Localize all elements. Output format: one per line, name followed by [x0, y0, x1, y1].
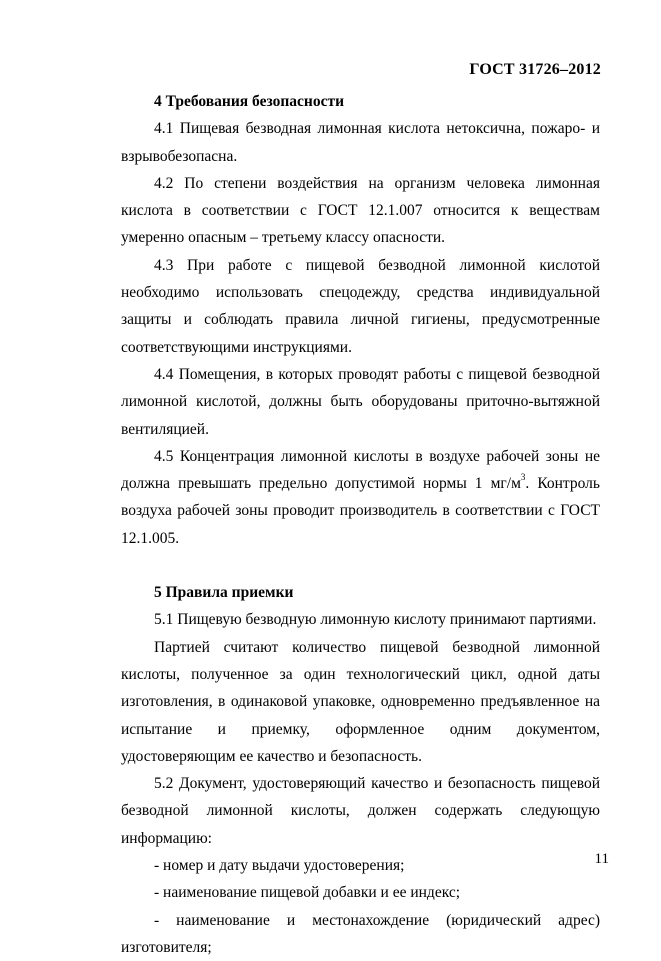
paragraph-4-1: 4.1 Пищевая безводная лимонная кислота нетоксична, пожаро- и взрывобезопасна. — [121, 120, 600, 165]
list-item: - наименование пищевой добавки и ее индекс; — [154, 884, 461, 902]
paragraph-4-5-text-start: 4.5 Концентрация лимонной кислоты в воздухе рабочей зоны не должна превышать предельно допустимой нормы 1 мг/м — [121, 447, 600, 493]
paragraph-4-2: 4.2 По степени воздействия на организм человека лимонная кислота в соответствии с ГОСТ 12.1.007 относится к веществам умеренно опасным – третьему классу опасности. — [121, 174, 600, 247]
section-4-heading: 4 Требования безопасности — [154, 93, 345, 110]
paragraph-5-2: 5.2 Документ, удостоверяющий качество и безопасность пищевой безводной лимонной кислоты, должен содержать следующую информацию: — [121, 775, 600, 847]
paragraph-4-3: 4.3 При работе с пищевой безводной лимонной кислотой необходимо использовать спецодежду, средства индивидуальной защиты и соблюдать правила личной гигиены, предусмотренные соответствующими инструкциями. — [121, 256, 600, 356]
document-body — [121, 88, 600, 961]
cubic-superscript: 3 — [520, 472, 526, 482]
list-item: - номер и дату выдачи удостоверения; — [154, 857, 405, 875]
page-number: 11 — [594, 851, 609, 867]
list-item: - наименование и местонахождение (юридический адрес) изготовителя; — [121, 911, 600, 956]
paragraph-5-lot-definition: Партией считают количество пищевой безводной лимонной кислоты, полученное за один технологический цикл, одной даты изготовления, в одинаковой упаковке, одновременно предъявленное на испытание и приемку, оформленное одним документом, удостоверяющим ее качество и безопасность. — [121, 638, 600, 765]
section-5-heading: 5 Правила приемки — [154, 584, 294, 602]
paragraph-4-5-text-end: . Контроль воздуха рабочей зоны проводит производитель в соответствии с ГОСТ 12.1.005. — [121, 475, 600, 547]
paragraph-4-4: 4.4 Помещения, в которых проводят работы с пищевой безводной лимонной кислотой, должны быть оборудованы приточно-вытяжной вентиляцией. — [121, 365, 600, 438]
document-code-header: ГОСТ 31726–2012 — [469, 61, 601, 78]
paragraph-5-1: 5.1 Пищевую безводную лимонную кислоту принимают партиями. — [154, 611, 597, 629]
paragraph-4-5 — [121, 443, 600, 552]
section-spacer — [121, 552, 600, 579]
